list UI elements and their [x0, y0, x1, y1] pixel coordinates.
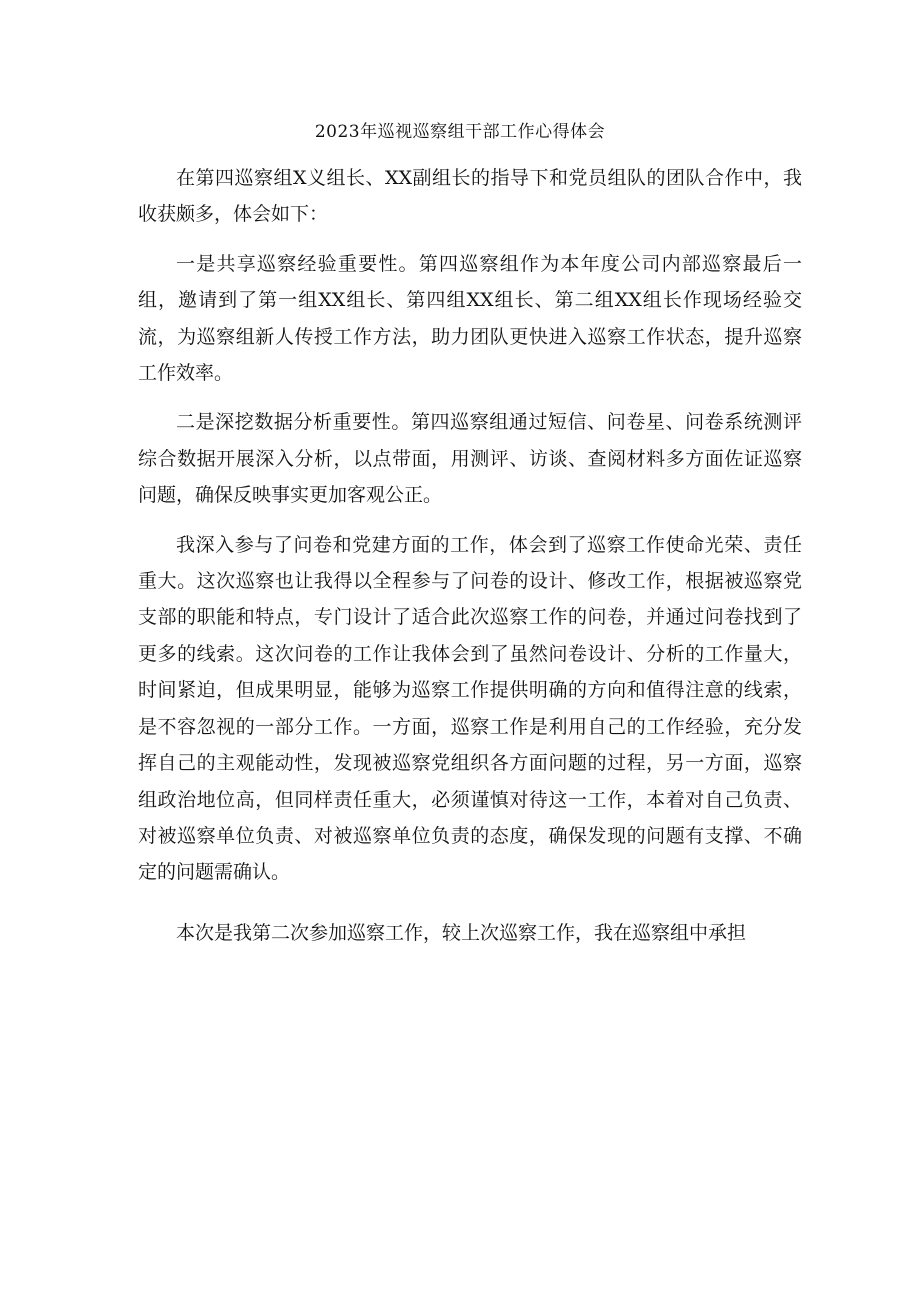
paragraph-point-two: 二是深挖数据分析重要性。第四巡察组通过短信、问卷星、问卷系统测评综合数据开展深入分析，以点带面，用测评、访谈、查阅材料多方面佐证巡察问题，确保反映事实更加客观公正。 [138, 411, 802, 507]
document-body [138, 160, 802, 964]
document-title: 2023年巡视巡察组干部工作心得体会 [314, 122, 606, 142]
paragraph-intro: 在第四巡察组X义组长、XX副组长的指导下和党员组队的团队合作中，我收获颇多，体会如下： [138, 167, 802, 226]
paragraph-point-one: 一是共享巡察经验重要性。第四巡察组作为本年度公司内部巡察最后一组，邀请到了第一组XX组长、第四组XX组长、第二组XX组长作现场经验交流，为巡察组新人传授工作方法，助力团队更快进入巡察工作状态，提升巡察工作效率。 [138, 252, 802, 385]
paragraph-participation: 我深入参与了问卷和党建方面的工作，体会到了巡察工作使命光荣、责任重大。这次巡察也让我得以全程参与了问卷的设计、修改工作，根据被巡察党支部的职能和特点，专门设计了适合此次巡察工作的问卷，并通过问卷找到了更多的线索。这次问卷的工作让我体会到了虽然问卷设计、分析的工作量大，时间紧迫，但成果明显，能够为巡察工作提供明确的方向和值得注意的线索，是不容忽视的一部分工作。一方面，巡察工作是利用自己的工作经验，充分发挥自己的主观能动性，发现被巡察党组织各方面问题的过程，另一方面，巡察组政治地位高，但同样责任重大，必须谨慎对待这一工作，本着对自己负责、对被巡察单位负责、对被巡察单位负责的态度，确保发现的问题有支撑、不确定的问题需确认。 [138, 533, 802, 884]
paragraph-second-time: 本次是我第二次参加巡察工作，较上次巡察工作，我在巡察组中承担 [176, 921, 747, 944]
